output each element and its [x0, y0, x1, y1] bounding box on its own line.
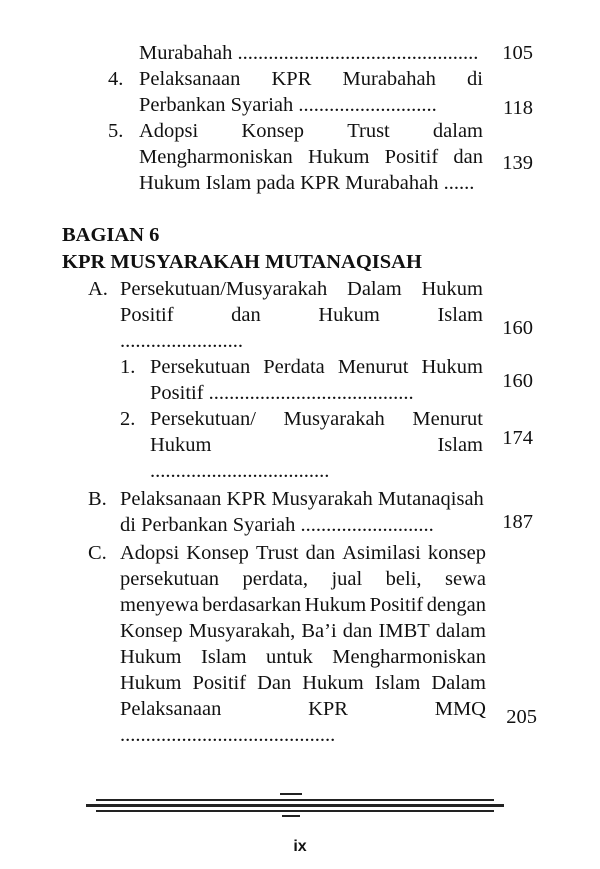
toc-cont-line: Murabahah ...............................................: [139, 42, 479, 64]
toc-section-line: Pelaksanaan KPR Musyarakah Mutanaqisah: [120, 488, 484, 510]
toc-item-line: Mengharmoniskan Hukum Positif dan: [139, 146, 483, 168]
toc-sub-line: Persekutuan/ Musyarakah Menurut: [150, 408, 483, 430]
toc-page-number: 187: [502, 511, 533, 533]
toc-page-number: 139: [502, 152, 533, 174]
toc-page-number: 118: [503, 97, 533, 119]
toc-page-number: 160: [502, 317, 533, 339]
toc-section-line: di Perbankan Syariah ..........................: [120, 514, 434, 536]
toc-item-line: Perbankan Syariah ...........................: [139, 94, 437, 116]
toc-page-number: 205: [506, 706, 537, 728]
toc-section-line: Adopsi Konsep Trust dan Asimilasi konsep: [120, 542, 486, 564]
toc-dot-leader: ...................................: [150, 460, 330, 482]
toc-item-number: 4.: [108, 68, 124, 90]
toc-section-letter: C.: [88, 542, 107, 564]
toc-sub-line: Persekutuan Perdata Menurut Hukum: [150, 356, 483, 378]
toc-item-line: Hukum Islam pada KPR Murabahah ......: [139, 172, 475, 194]
toc-section-line: Konsep Musyarakah, Ba’i dan IMBT dalam: [120, 620, 486, 642]
toc-sub-line: Hukum Islam: [150, 434, 483, 456]
toc-item-line: Pelaksanaan KPR Murabahah di: [139, 68, 483, 90]
toc-dot-leader: ........................: [120, 330, 243, 352]
toc-section-letter: A.: [88, 278, 108, 300]
toc-sub-line: Positif ........................................: [150, 382, 414, 404]
toc-section-line: Persekutuan/Musyarakah Dalam Hukum: [120, 278, 483, 300]
toc-section-letter: B.: [88, 488, 107, 510]
toc-sub-number: 2.: [120, 408, 136, 430]
toc-dot-leader: ..........................................: [120, 724, 336, 746]
toc-section-line: menyewa berdasarkan Hukum Positif dengan: [120, 594, 486, 616]
toc-section-line: persekutuan perdata, jual beli, sewa: [120, 568, 486, 590]
page-number: ix: [293, 838, 307, 855]
toc-section-line: Pelaksanaan KPR MMQ: [120, 698, 486, 720]
toc-item-number: 5.: [108, 120, 124, 142]
toc-section-line: Hukum Positif Dan Hukum Islam Dalam: [120, 672, 486, 694]
part-title: KPR MUSYARAKAH MUTANAQISAH: [62, 251, 422, 273]
toc-page-number: 160: [502, 370, 533, 392]
toc-section-line: Positif dan Hukum Islam: [120, 304, 483, 326]
toc-sub-number: 1.: [120, 356, 136, 378]
toc-section-line: Hukum Islam untuk Mengharmoniskan: [120, 646, 486, 668]
part-heading: BAGIAN 6: [62, 224, 160, 246]
toc-page-number: 174: [502, 427, 533, 449]
toc-item-line: Adopsi Konsep Trust dalam: [139, 120, 483, 142]
toc-page-number: 105: [502, 42, 533, 64]
